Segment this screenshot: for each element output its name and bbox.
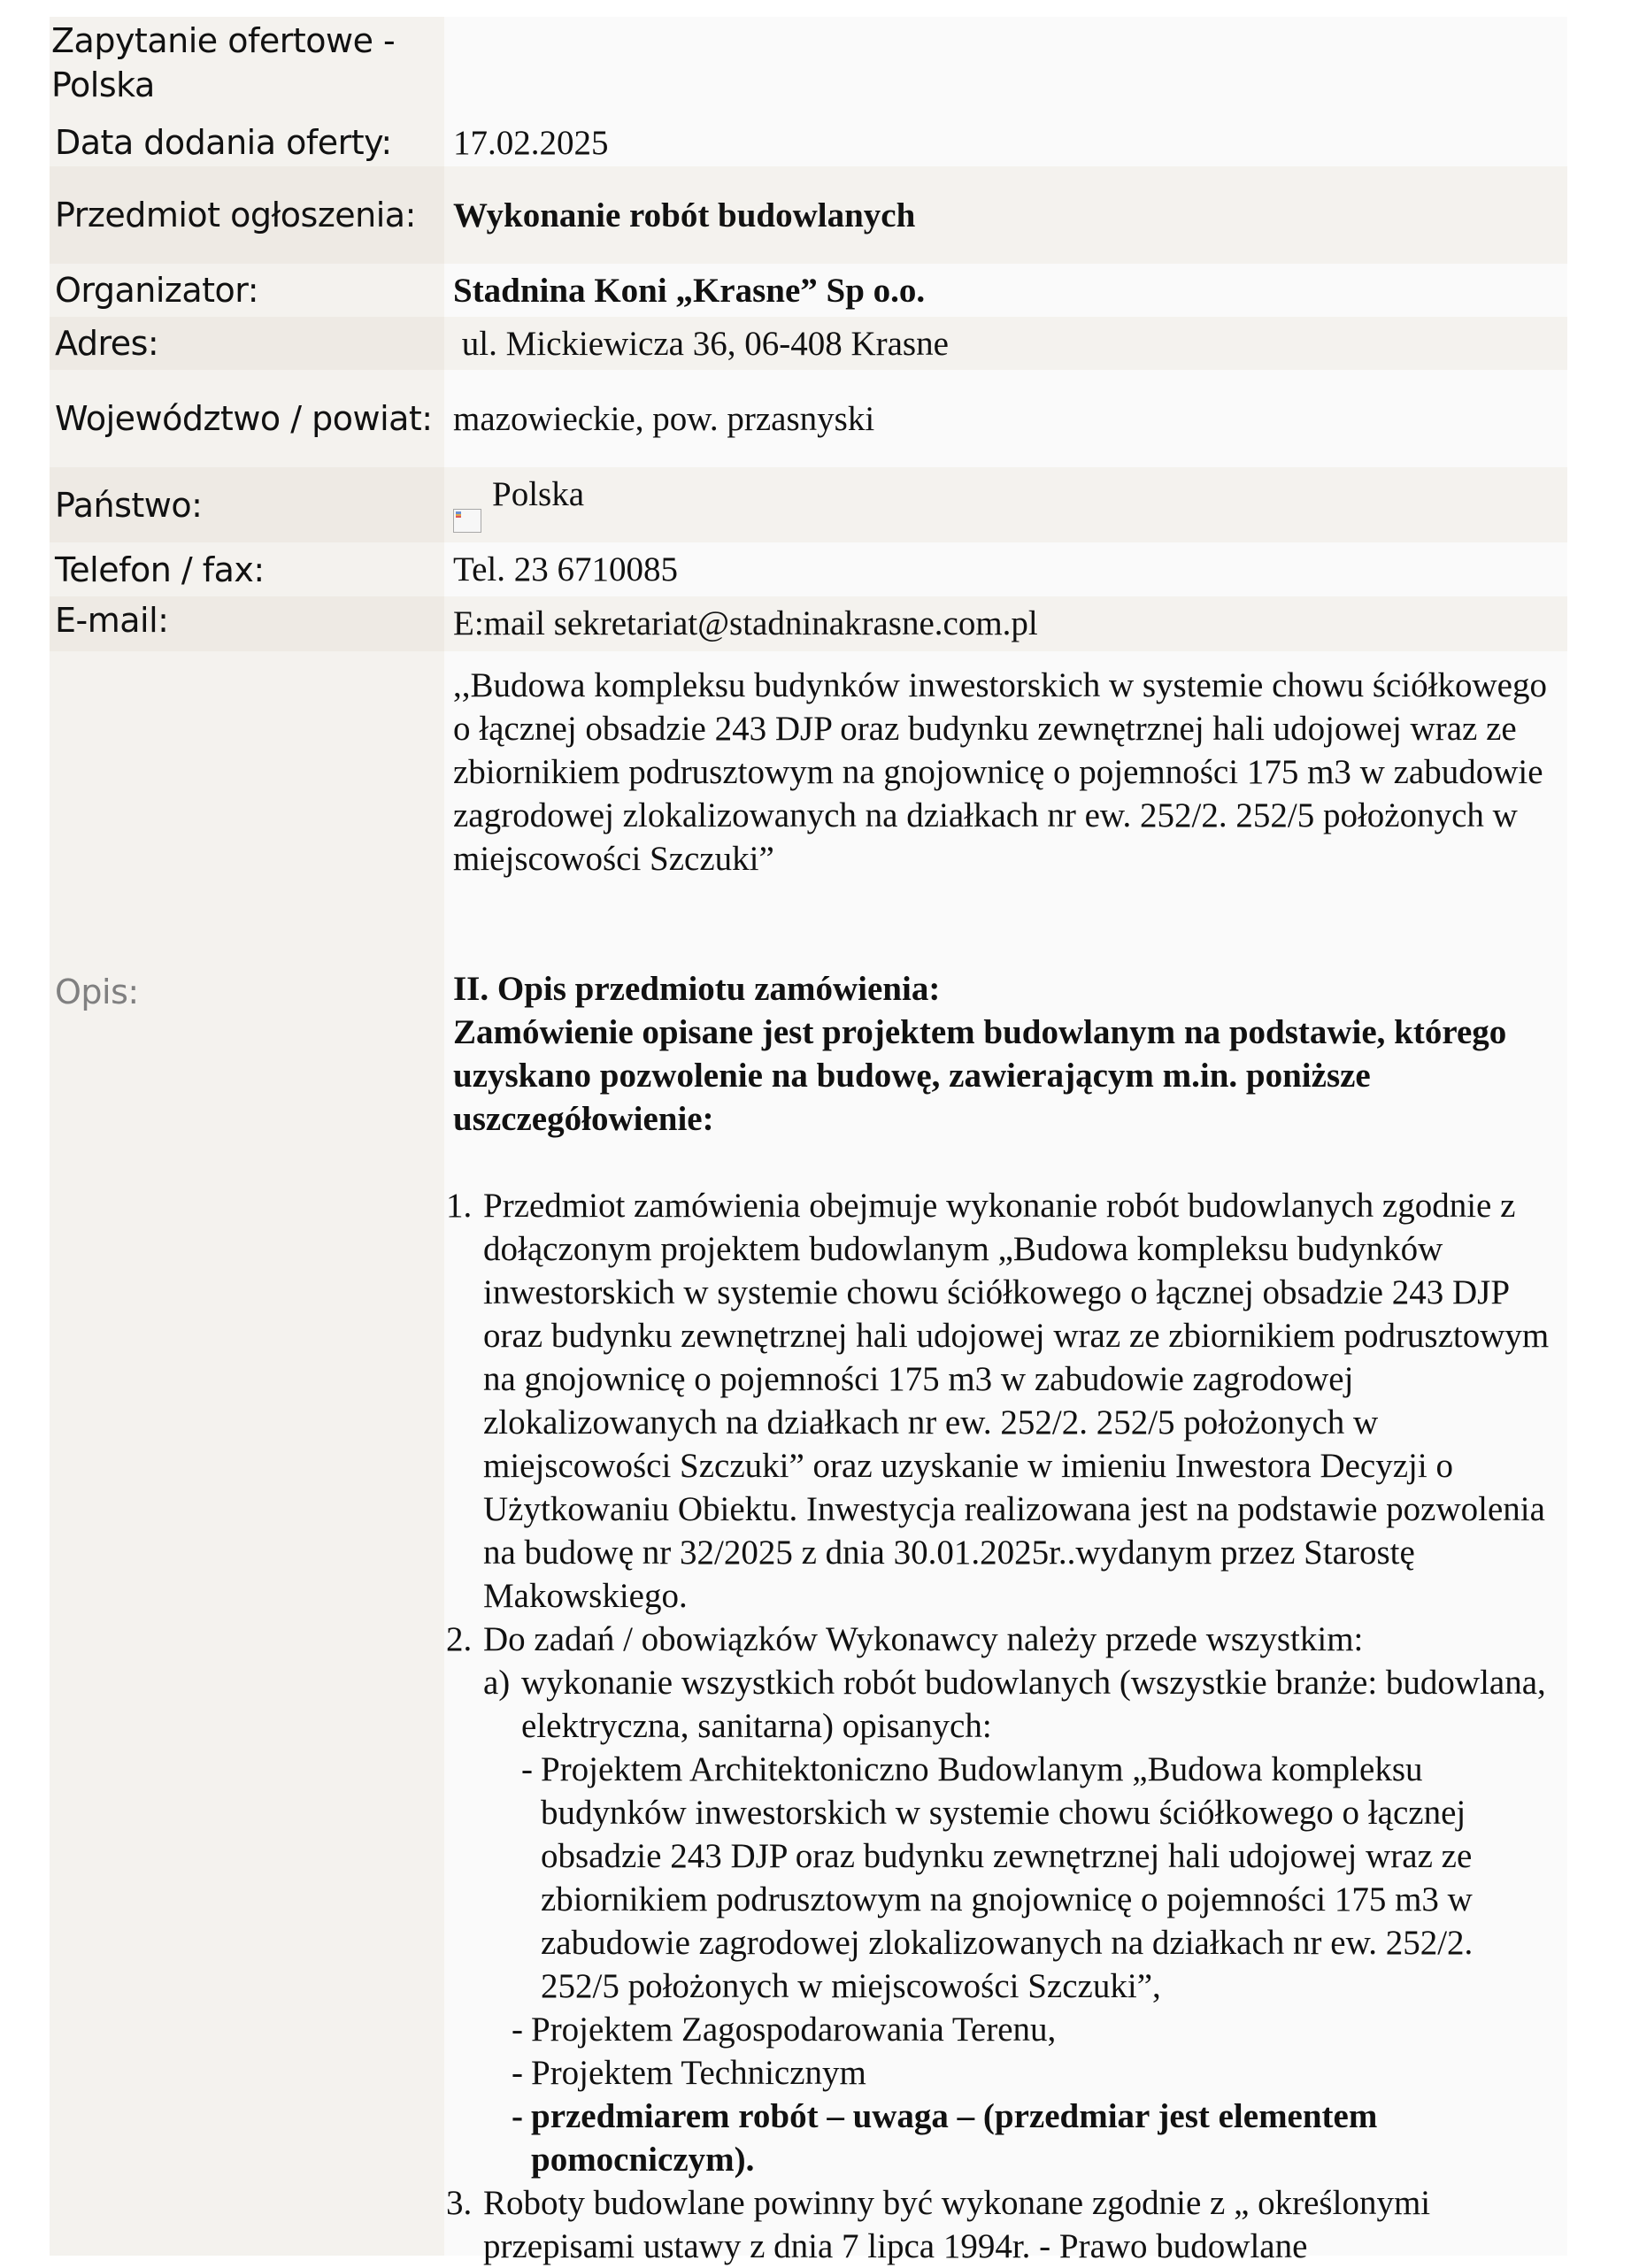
list-item-number: 2. <box>446 1620 473 1658</box>
dash-item-text: Projektem Architektoniczno Budowlanym „Budowa kompleksu budynków inwestorskich w systemie chowu ściółkowego o łącznej obsadzie 243 DJP oraz budynku zewnętrznej hali udojowej wraz ze zbiornikiem podrusztowym na gnojownicę o pojemności 175 m3 w zabudowie zagrodowej zlokalizowanych na działkach nr ew. 252/2. 252/5 położonych w miejscowości Szczuki”, <box>541 1750 1474 2005</box>
subject-row <box>50 166 1567 264</box>
dash-marker: - <box>512 2054 523 2092</box>
description-value <box>444 651 1567 2265</box>
title-row <box>50 17 1567 112</box>
section-subheading: Zamówienie opisane jest projektem budowlanym na podstawie, którego uzyskano pozwolenie na budowę, zawierającym m.in. poniższe uszczegółowienie: <box>453 1013 1507 1138</box>
phone-value: Tel. 23 6710085 <box>444 542 1567 596</box>
list-item-text: Przedmiot zamówienia obejmuje wykonanie robót budowlanych zgodnie z dołączonym projektem budowlanym „Budowa kompleksu budynków inwestorskich w systemie chowu ściółkowego o łącznej obsadzie 243 DJP oraz budynku zewnętrznej hali udojowej wraz ze zbiornikiem podrusztowym na gnojownicę o pojemności 175 m3 w zabudowie zagrodowej zlokalizowanych na działkach nr ew. 252/2. 252/5 położonych w miejscowości Szczuki” oraz uzyskanie w imieniu Inwestora Decyzji o Użytkowaniu Obiektu. Inwestycja realizowana jest na podstawie pozwolenia na budowę nr 32/2025 z dnia 30.01.2025r..wydanym przez Starostę Makowskiego. <box>483 1187 1550 1615</box>
sub-item-text: wykonanie wszystkich robót budowlanych (wszystkie branże: budowlana, elektryczna, sanitarna) opisanych: <box>521 1664 1546 1745</box>
spacer <box>444 880 1567 967</box>
country-value-cell <box>444 467 1567 542</box>
dash-marker: - <box>521 1750 533 1788</box>
address-label: Adres: <box>50 317 444 370</box>
section-heading: II. Opis przedmiotu zamówienia: <box>453 970 941 1008</box>
organizer-value: Stadnina Koni „Krasne” Sp o.o. <box>444 264 1567 317</box>
phone-label: Telefon / fax: <box>50 542 444 596</box>
list-item-text: Roboty budowlane powinny być wykonane zgodnie z „ określonymi przepisami ustawy z dnia 7 lipca 1994r. - Prawo budowlane <box>483 2184 1431 2265</box>
title-value-cell <box>444 17 1567 112</box>
sub-item <box>483 1661 1554 2181</box>
address-row <box>50 317 1567 370</box>
dash-item <box>512 2051 1554 2095</box>
region-label: Województwo / powiat: <box>50 370 444 467</box>
date-row <box>50 112 1567 166</box>
list-item <box>444 1618 1554 2181</box>
requirements-list <box>444 1184 1567 2268</box>
dash-marker: - <box>512 2097 523 2135</box>
list-item-text: Do zadań / obowiązków Wykonawcy należy przede wszystkim: <box>483 1620 1364 1658</box>
organizer-row <box>50 264 1567 317</box>
list-item-number: 3. <box>446 2184 473 2222</box>
email-label: E-mail: <box>50 596 444 651</box>
description-label: Opis: <box>50 651 444 2256</box>
spacer <box>444 1141 1567 1184</box>
dash-item-text: przedmiarem robót – uwaga – (przedmiar jest elementem pomocniczym). <box>531 2097 1378 2179</box>
dash-item <box>521 1748 1554 2008</box>
region-value: mazowieckie, pow. przasnyski <box>444 370 1567 467</box>
dash-item <box>512 2095 1554 2181</box>
page-title: Zapytanie ofertowe - Polska <box>50 17 444 112</box>
list-item-number: 1. <box>446 1187 473 1225</box>
address-value: ul. Mickiewicza 36, 06-408 Krasne <box>444 317 1567 370</box>
country-value: Polska <box>492 475 585 513</box>
broken-image-icon <box>453 509 481 533</box>
date-label: Data dodania oferty: <box>50 112 444 166</box>
email-value[interactable]: E:mail sekretariat@stadninakrasne.com.pl <box>444 596 1567 651</box>
dash-item-text: Projektem Zagospodarowania Terenu, <box>531 2010 1057 2049</box>
list-item <box>444 1184 1554 1618</box>
date-value: 17.02.2025 <box>444 112 1567 166</box>
offer-details-table <box>50 17 1567 2265</box>
description-row <box>50 651 1567 2265</box>
dash-item-text: Projektem Technicznym <box>531 2054 866 2092</box>
region-row <box>50 370 1567 467</box>
dash-item <box>512 2008 1554 2051</box>
list-item <box>444 2181 1554 2268</box>
email-row <box>50 596 1567 651</box>
dash-marker: - <box>512 2010 523 2049</box>
subject-label: Przedmiot ogłoszenia: <box>50 166 444 264</box>
phone-row <box>50 542 1567 596</box>
country-label: Państwo: <box>50 467 444 542</box>
organizer-label: Organizator: <box>50 264 444 317</box>
sub-item-marker: a) <box>483 1664 511 1702</box>
description-intro: ,,Budowa kompleksu budynków inwestorskich w systemie chowu ściółkowego o łącznej obsadzie 243 DJP oraz budynku zewnętrznej hali udojowej wraz ze zbiornikiem podrusztowym na gnojownicę o pojemności 175 m3 w zabudowie zagrodowej zlokalizowanych na działkach nr ew. 252/2. 252/5 położonych w miejscowości Szczuki” <box>453 666 1547 878</box>
country-row <box>50 467 1567 542</box>
subject-value: Wykonanie robót budowlanych <box>444 166 1567 264</box>
